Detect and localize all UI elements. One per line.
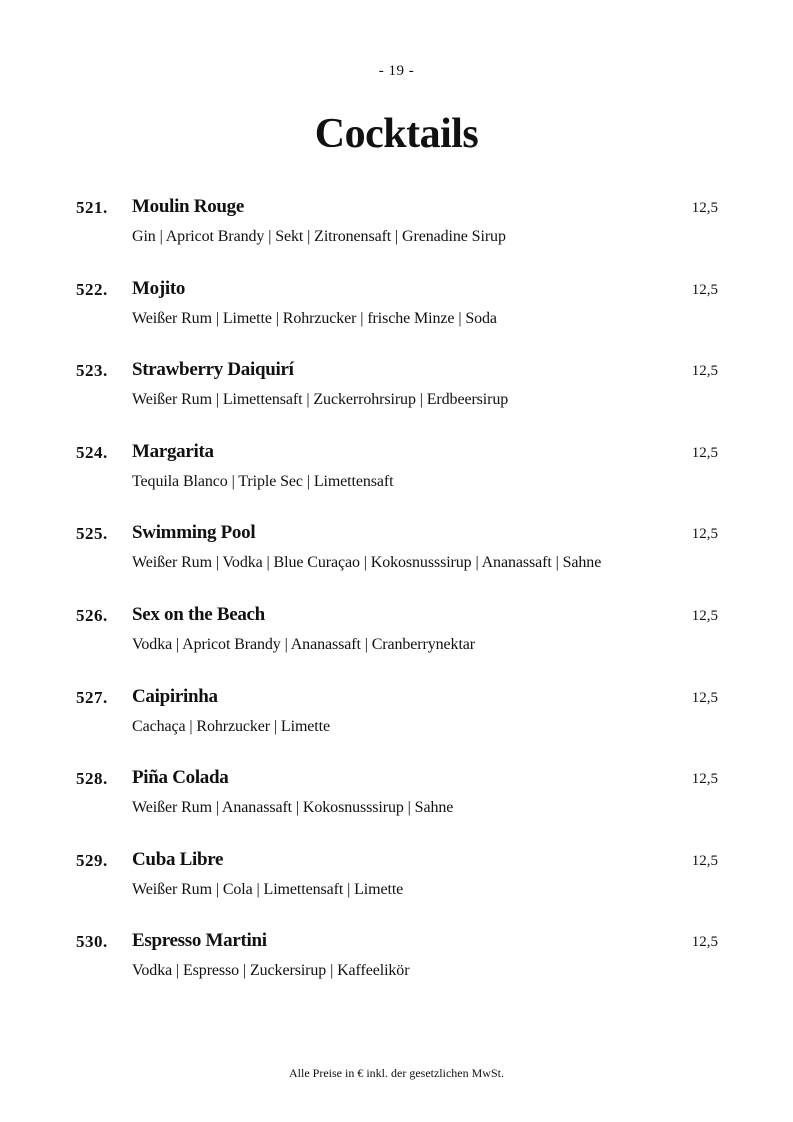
item-price: 12,5 [691, 607, 718, 624]
item-number: 524. [76, 442, 108, 462]
menu-item [0, 849, 793, 931]
menu-item [0, 604, 793, 686]
item-description: Weißer Rum | Cola | Limettensaft | Limette [132, 880, 404, 898]
item-name: Sex on the Beach [132, 603, 265, 625]
item-description: Weißer Rum | Vodka | Blue Curaçao | Kokosnusssirup | Ananassaft | Sahne [132, 554, 602, 572]
item-description: Vodka | Apricot Brandy | Ananassaft | Cranberrynektar [132, 635, 476, 653]
item-number: 523. [76, 361, 108, 381]
item-price: 12,5 [691, 771, 718, 788]
item-number: 522. [76, 279, 108, 299]
menu-item [0, 359, 793, 441]
item-price: 12,5 [691, 526, 718, 543]
menu-item [0, 767, 793, 849]
item-name: Margarita [132, 440, 214, 462]
menu-item [0, 522, 793, 604]
item-description: Gin | Apricot Brandy | Sekt | Zitronensaft | Grenadine Sirup [132, 228, 506, 245]
item-number: 521. [76, 198, 108, 217]
item-name: Mojito [132, 277, 186, 299]
item-number: 528. [76, 769, 108, 789]
item-name: Swimming Pool [132, 522, 256, 544]
item-price: 12,5 [691, 689, 718, 706]
menu-item [0, 441, 793, 523]
item-name: Moulin Rouge [132, 196, 244, 217]
menu-item [0, 278, 793, 360]
menu-item [0, 196, 793, 278]
item-description: Tequila Blanco | Triple Sec | Limettensaft [132, 472, 394, 490]
item-price: 12,5 [691, 281, 718, 298]
item-description: Weißer Rum | Ananassaft | Kokosnusssirup | Sahne [132, 799, 454, 817]
item-name: Strawberry Daiquirí [132, 359, 294, 381]
item-number: 530. [76, 932, 108, 952]
item-description: Weißer Rum | Limettensaft | Zuckerrohrsirup | Erdbeersirup [132, 391, 509, 409]
footer-note: Alle Preise in € inkl. der gesetzlichen MwSt. [289, 1066, 504, 1080]
item-name: Espresso Martini [132, 930, 267, 952]
menu-item [0, 686, 793, 768]
item-number: 529. [76, 850, 108, 870]
item-name: Caipirinha [132, 685, 218, 707]
page-title: Cocktails [314, 111, 479, 157]
item-number: 527. [76, 687, 108, 707]
item-description: Weißer Rum | Limette | Rohrzucker | frische Minze | Soda [132, 309, 497, 327]
item-description: Cachaça | Rohrzucker | Limette [132, 717, 330, 735]
item-name: Cuba Libre [132, 848, 224, 870]
item-description: Vodka | Espresso | Zuckersirup | Kaffeelikör [132, 962, 410, 980]
item-number: 525. [76, 524, 108, 544]
item-price: 12,5 [691, 444, 718, 461]
item-price: 12,5 [691, 852, 718, 869]
item-price: 12,5 [691, 363, 718, 380]
page-number: - 19 - [378, 63, 415, 79]
item-price: 12,5 [691, 934, 718, 951]
item-name: Piña Colada [132, 767, 229, 789]
menu-item [0, 930, 793, 1012]
item-number: 526. [76, 605, 108, 625]
menu-list [0, 196, 793, 1012]
item-price: 12,5 [691, 200, 718, 216]
